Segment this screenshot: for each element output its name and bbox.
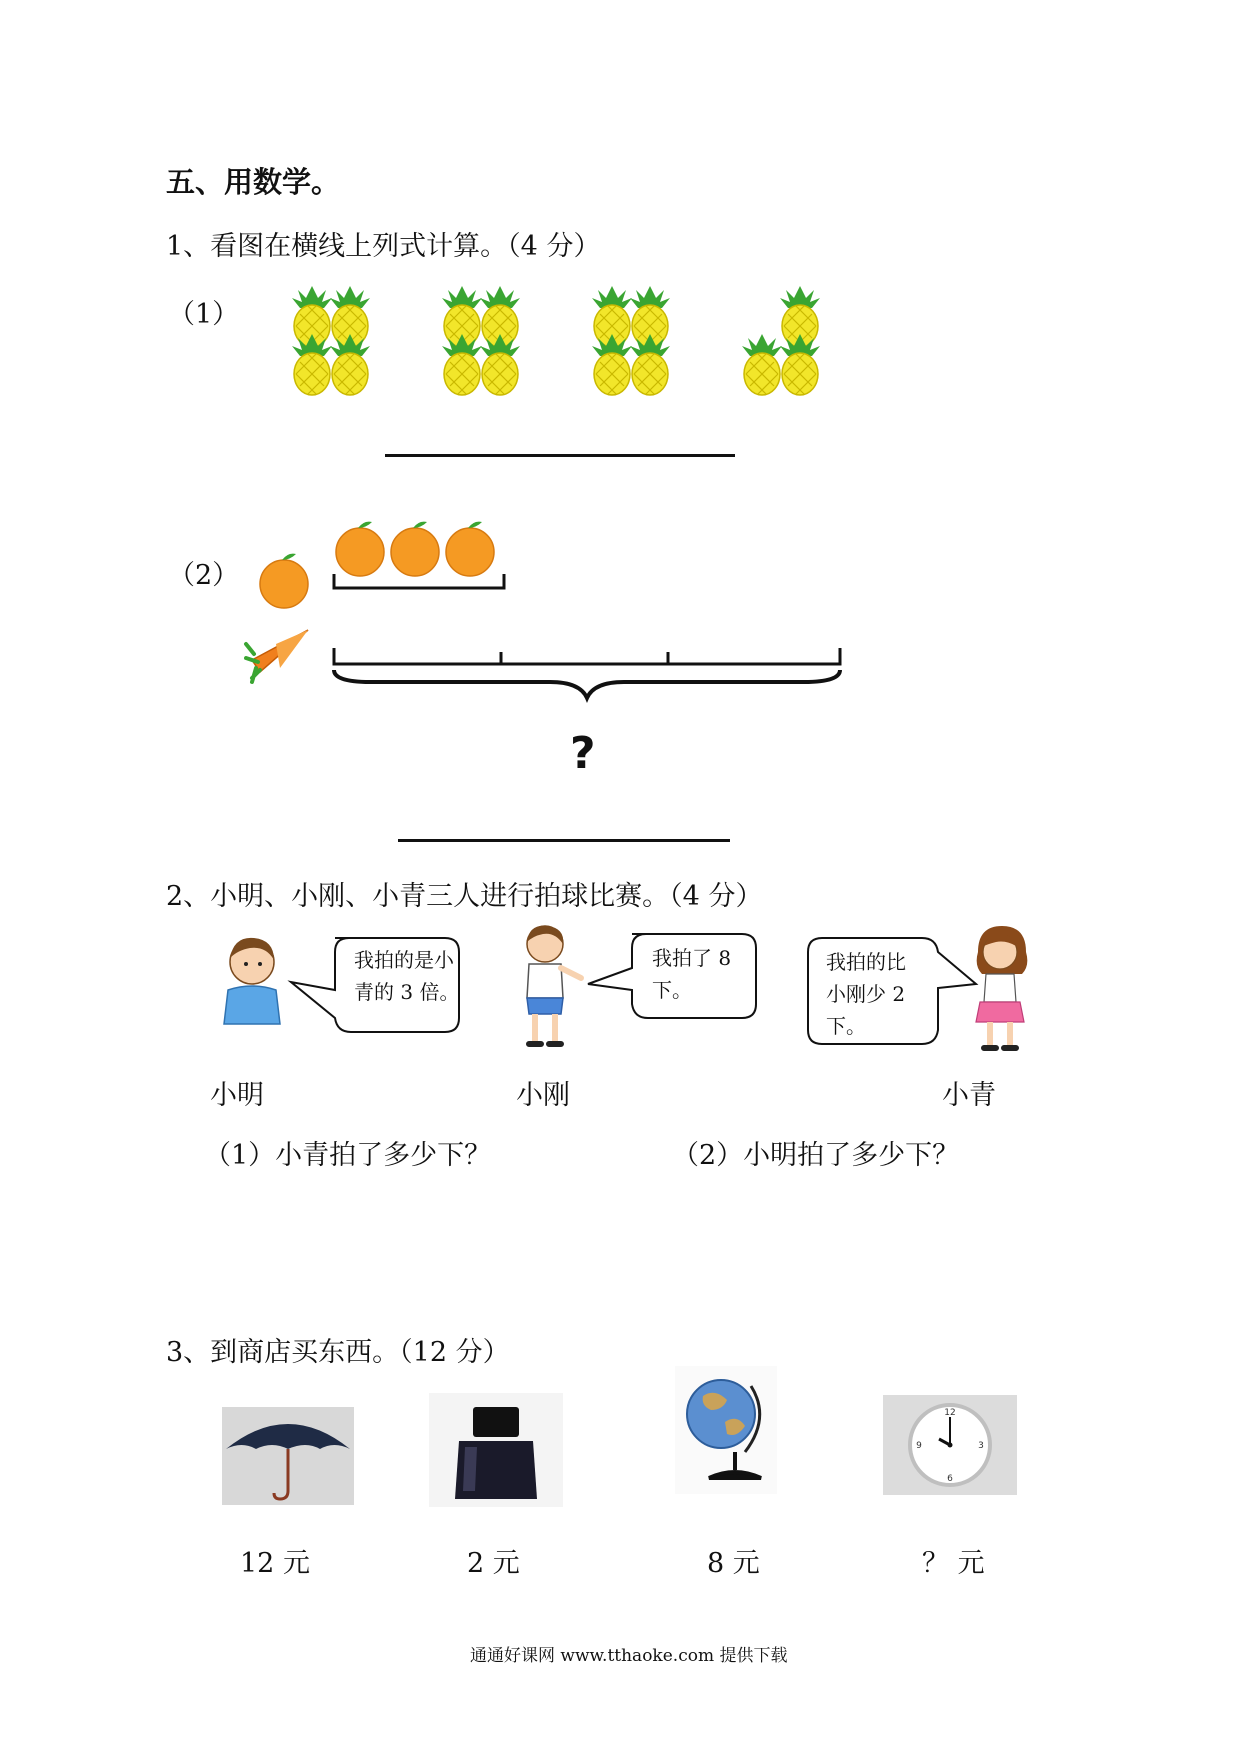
pineapple-group-1: [292, 286, 370, 395]
xiaogang-speech-text: 我拍了 8 下。: [652, 946, 732, 1002]
xiaogang-figure: [515, 922, 590, 1052]
q2-sub1: （1）小青拍了多少下？: [204, 1140, 492, 1171]
globe-icon: [675, 1366, 777, 1494]
q2-sub2: （2）小明拍了多少下？: [672, 1140, 960, 1171]
single-orange: [260, 554, 308, 608]
xiaoming-figure: [218, 932, 288, 1032]
xiaoqing-speech-text: 我拍的比 小刚少 2 下。: [826, 950, 906, 1038]
footer-text: 通通好课网 www.tthaoke.com 提供下载: [470, 1646, 788, 1666]
pineapple-groups: [290, 290, 850, 400]
umbrella-icon: [222, 1407, 354, 1505]
question-mark: ?: [570, 728, 596, 779]
svg-text:9: 9: [916, 1441, 922, 1451]
ink-bottle-price: 2 元: [467, 1548, 520, 1579]
section-title: 五、用数学。: [166, 165, 341, 199]
q1-sub2-answer-line[interactable]: [398, 839, 730, 842]
q1-sub2-label: （2）: [168, 560, 240, 591]
carrot-icon: [246, 630, 308, 682]
clock-icon: [883, 1395, 1017, 1495]
q1-title: 1、看图在横线上列式计算。（4 分）: [166, 231, 601, 262]
ink-bottle-icon: [429, 1393, 563, 1507]
q1-sub1-label: （1）: [168, 299, 240, 330]
xiaoqing-figure: [968, 922, 1038, 1057]
svg-text:3: 3: [978, 1441, 984, 1451]
svg-text:6: 6: [947, 1474, 953, 1484]
q3-title: 3、到商店买东西。（12 分）: [166, 1337, 510, 1368]
q1-sub1-answer-line[interactable]: [385, 454, 735, 457]
xiaoming-name: 小明: [210, 1080, 264, 1111]
clock-price: ？ 元: [922, 1548, 985, 1579]
globe-price: 8 元: [707, 1548, 760, 1579]
xiaoqing-name: 小青: [942, 1080, 996, 1111]
q2-title: 2、小明、小刚、小青三人进行拍球比赛。（4 分）: [166, 881, 763, 912]
orange-diagram: [250, 520, 870, 720]
pineapple-group-2: [442, 286, 520, 395]
svg-text:12: 12: [944, 1408, 956, 1418]
pineapple-group-3: [592, 286, 670, 395]
umbrella-price: 12 元: [240, 1548, 310, 1579]
pineapple-group-4: [742, 286, 820, 395]
xiaogang-name: 小刚: [516, 1080, 570, 1111]
xiaoming-speech-text: 我拍的是小 青的 3 倍。: [354, 948, 460, 1004]
